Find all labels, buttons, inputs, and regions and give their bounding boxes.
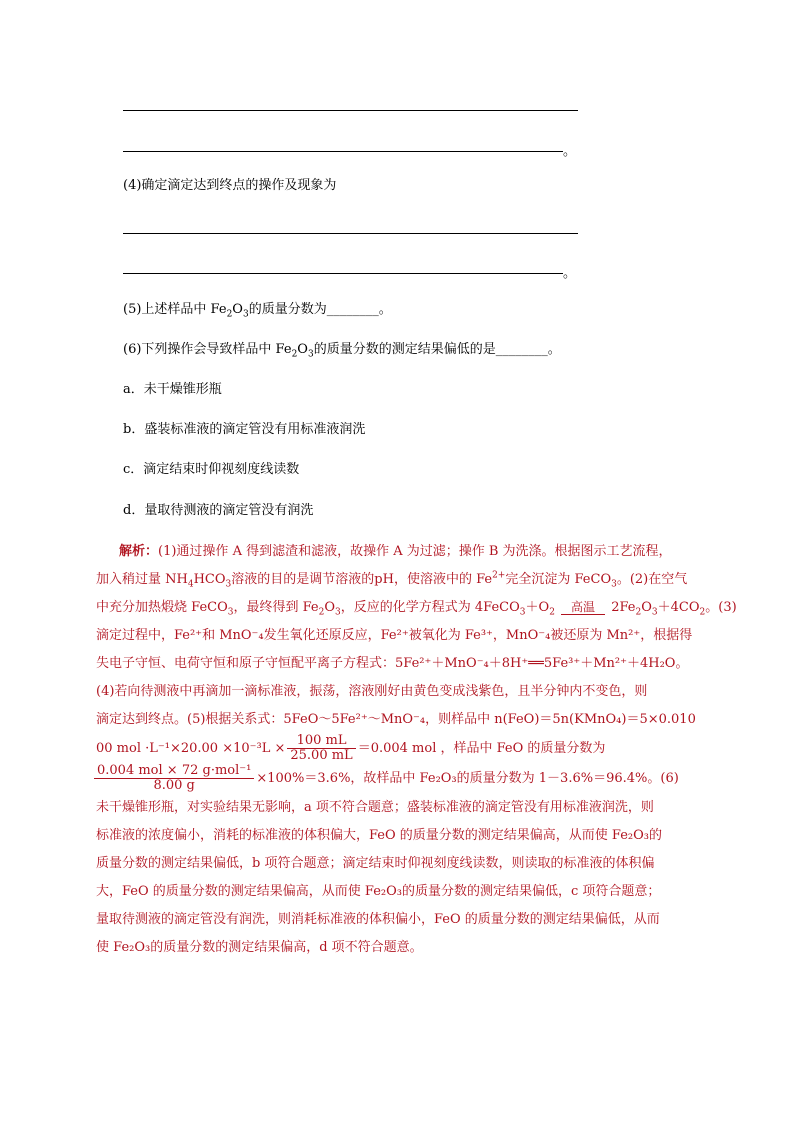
analysis-row: (4)若向待测液中再滴加一滴标准液，振荡，溶液刚好由黄色变成浅紫色，且半分钟内不变色，则 xyxy=(96,684,648,699)
answer-line-2[interactable] xyxy=(123,151,563,152)
analysis-row: 标准液的浓度偏小，消耗的标准液的体积偏大，FeO 的质量分数的测定结果偏高，从而使 Fe₂O₃的 xyxy=(96,828,663,843)
answer-line-4[interactable] xyxy=(123,273,563,274)
analysis-row: 质量分数的测定结果偏低，b 项符合题意；滴定结束时仰视刻度线读数，则读取的标准液的体积偏 xyxy=(96,856,655,871)
answer-line-3[interactable] xyxy=(123,233,578,234)
question-4: (4)确定滴定达到终点的操作及现象为 xyxy=(123,178,337,193)
analysis-row: 量取待测液的滴定管没有润洗，则消耗标准液的体积偏小，FeO 的质量分数的测定结果偏低，从而 xyxy=(96,912,660,927)
analysis-label: 解析： xyxy=(119,544,159,559)
period-mark: 。 xyxy=(563,144,577,159)
period-mark: 。 xyxy=(563,266,577,281)
analysis-row: 00 mol ·L⁻¹×20.00 ×10⁻³L × $\frac{100 mL}{25.00 mL}$ ＝0.004 mol ，样品中 FeO 的质量分数为 xyxy=(96,733,606,763)
analysis-row: 中充分加热煅烧 FeCO$_3$，最终得到 $Fe_2O_3$，反应的化学方程式为 $4FeCO_3+O_2$ 高温 $2Fe_2O_3+4CO_2$。(3) xyxy=(96,599,737,618)
analysis-row: 加入稍过量 $NH_4HCO_3$溶液的目的是调节溶液的pH，使溶液中的 $Fe^{2+}$完全沉淀为 FeCO$_3$。(2)在空气 xyxy=(96,570,688,590)
reaction-condition: 高温 xyxy=(561,601,605,615)
fraction: $\frac{\text{0.004 mol × 72 g·mol⁻¹}}{8.00 g}$ xyxy=(94,764,254,793)
analysis-row: 大，FeO 的质量分数的测定结果偏高，从而使 Fe₂O₃的质量分数的测定结果偏低，c 项符合题意； xyxy=(96,884,661,899)
answer-line-1[interactable] xyxy=(123,110,578,111)
option-d: d．量取待测液的滴定管没有润洗 xyxy=(123,503,314,518)
analysis-row: 失电子守恒、电荷守恒和原子守恒配平离子方程式：5Fe²⁺＋MnO⁻₄＋8H⁺══5Fe³⁺＋Mn²⁺＋4H₂O。 xyxy=(96,656,689,671)
analysis-row: $\frac{\text{0.004 mol × 72 g·mol⁻¹}}{8.00 g}$ ×100%＝3.6%，故样品中 Fe₂O₃的质量分数为 1－3.6%＝96.4%。(6) xyxy=(92,764,679,793)
fraction: $\frac{100 mL}{25.00 mL}$ xyxy=(287,734,355,763)
analysis-row: 解析：(1)通过操作 A 得到滤渣和滤液，故操作 A 为过滤；操作 B 为洗涤。根据图示工艺流程， xyxy=(119,544,672,559)
analysis-row: 未干燥锥形瓶，对实验结果无影响，a 项不符合题意；盛装标准液的滴定管没有用标准液润洗，则 xyxy=(96,800,654,815)
option-a: a．未干燥锥形瓶 xyxy=(123,382,222,397)
analysis-row: 滴定过程中，Fe²⁺和 MnO⁻₄发生氧化还原反应，Fe²⁺被氧化为 Fe³⁺，MnO⁻₄被还原为 Mn²⁺，根据得 xyxy=(96,628,693,643)
option-c: c．滴定结束时仰视刻度线读数 xyxy=(123,462,300,477)
analysis-row: 滴定达到终点。(5)根据关系式：5FeO～5Fe²⁺～MnO⁻₄，则样品中 n(FeO)＝5n(KMnO₄)＝5×0.010 xyxy=(96,712,696,727)
question-6: (6)下列操作会导致样品中 $Fe_2O_3$的质量分数的测定结果偏低的是________。 xyxy=(123,342,561,360)
analysis-row: 使 Fe₂O₃的质量分数的测定结果偏高，d 项不符合题意。 xyxy=(96,940,423,955)
question-5: (5)上述样品中 $Fe_2O_3$的质量分数为________。 xyxy=(123,302,392,320)
option-b: b．盛装标准液的滴定管没有用标准液润洗 xyxy=(123,422,366,437)
